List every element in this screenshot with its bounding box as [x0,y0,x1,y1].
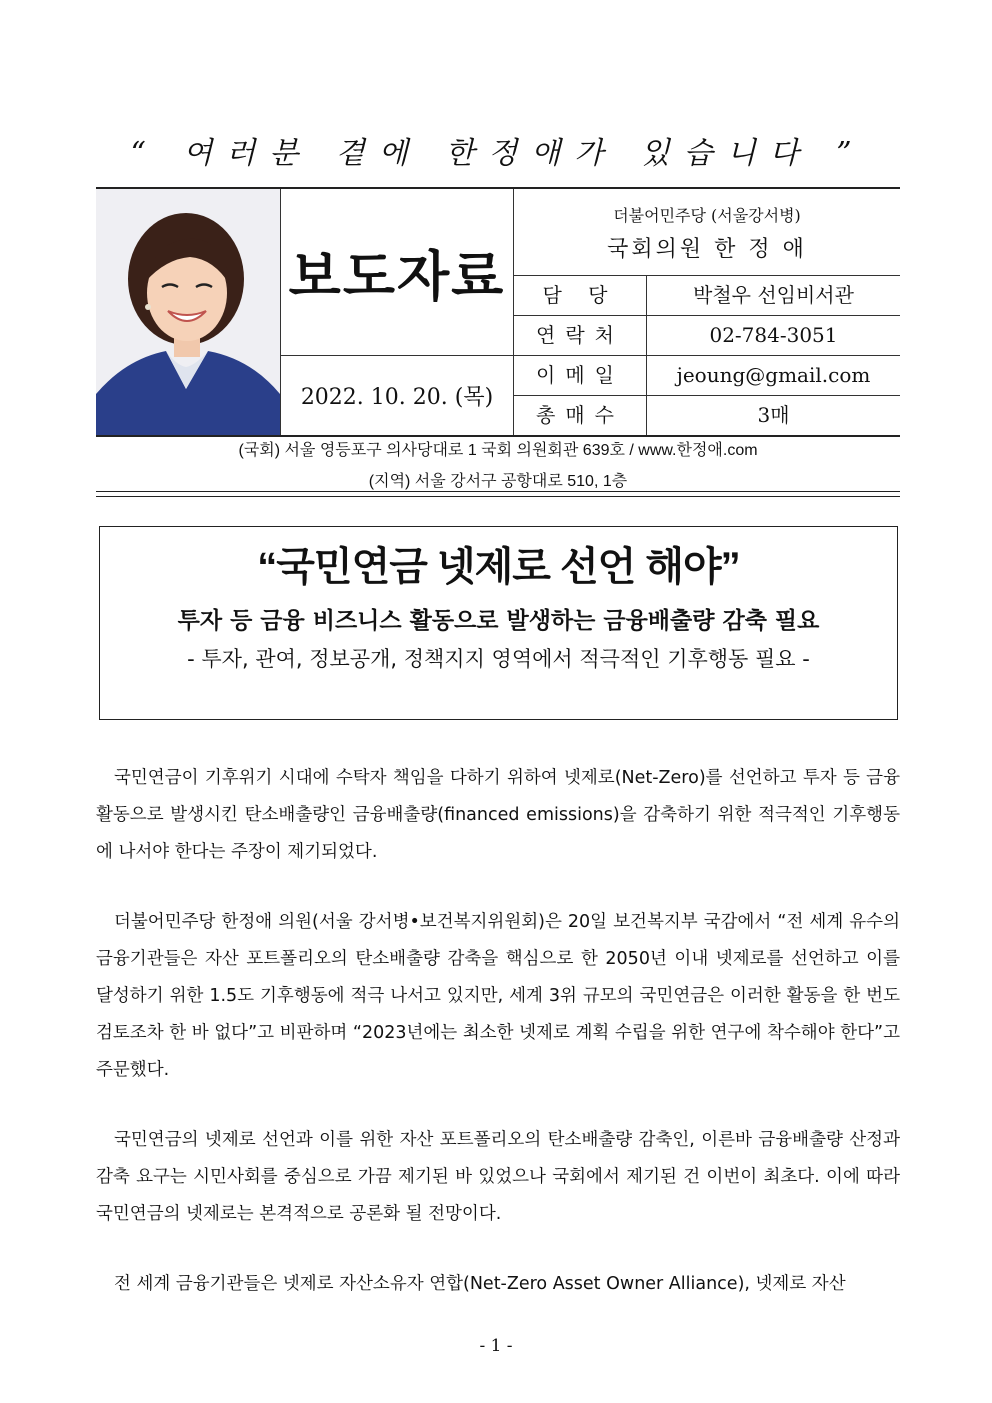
row-value[interactable]: jeoung@gmail.com [676,363,871,387]
portrait-illustration [96,189,280,435]
row-value: 박철우 선임비서관 [693,283,854,307]
slogan: “ 여러분 곁에 한정애가 있습니다 ” [130,136,866,171]
lawmaker-portrait [96,189,281,435]
contact-row-phone [514,316,900,356]
contact-row-pages [514,396,900,435]
headline-sub-subtitle: - 투자, 관여, 정보공개, 정책지지 영역에서 적극적인 기후행동 필요 - [187,647,810,671]
body-paragraph: 국민연금의 넷제로 선언과 이를 위한 자산 포트폴리오의 탄소배출량 감축인, 이른바 금융배출량 산정과 감축 요구는 시민사회를 중심으로 가끔 제기된 바 있었으나 국회에서 제기된 건 이번이 최초다. 이에 따라 국민연금의 넷제로는 본격적으로 공론화 될 전망이다. [96,1130,900,1224]
headline-box [99,526,898,720]
article-body [96,760,900,1336]
release-date: 2022. 10. 20. (목) [281,356,514,435]
row-label: 이메일 [514,356,647,395]
address-line-assembly: (국회) 서울 영등포구 의사당대로 1 국회 의원회관 639호 / www.한정애.com [238,442,758,459]
row-value: 02-784-3051 [709,323,838,347]
contact-row-manager [514,276,900,316]
row-value: 3매 [757,403,790,427]
divider [96,491,900,497]
member-info [514,189,900,276]
row-label: 연락처 [514,316,647,355]
body-paragraph: 전 세계 금융기관들은 넷제로 자산소유자 연합(Net-Zero Asset Owner Alliance), 넷제로 자산 [114,1274,846,1294]
headline-subtitle: 투자 등 금융 비즈니스 활동으로 발생하는 금융배출량 감축 필요 [177,608,820,634]
member-name: 국회의원 한 정 애 [607,237,807,262]
address-line-district: (지역) 서울 강서구 공항대로 510, 1층 [368,473,628,490]
doc-type-title: 보도자료 [288,244,506,308]
headline-title: “국민연금 넷제로 선언 해야” [257,545,740,589]
party-label: 더불어민주당 (서울강서병) [613,206,801,225]
row-label: 총매수 [514,396,647,435]
body-paragraph: 더불어민주당 한정애 의원(서울 강서병•보건복지위원회)은 20일 보건복지부 국감에서 “전 세계 유수의 금융기관들은 자산 포트폴리오의 탄소배출량 감축을 핵심으로 한 2050년 이내 넷제로를 선언하고 이를 달성하기 위한 1.5도 기후행동에 적극 나서고 있지만, 세계 3위 규모의 국민연금은 이러한 활동을 한 번도 검토조차 한 바 없다”고 비판하며 “2023년에는 최소한 넷제로 계획 수립을 위한 연구에 착수해야 한다”고 주문했다. [96,912,900,1080]
body-paragraph: 국민연금이 기후위기 시대에 수탁자 책임을 다하기 위하여 넷제로(Net-Zero)를 선언하고 투자 등 금융활동으로 발생시킨 탄소배출량인 금융배출량(financed emissions)을 감축하기 위한 적극적인 기후행동에 나서야 한다는 주장이 제기되었다. [96,768,900,862]
page-number: - 1 - [479,1336,513,1356]
contact-row-email [514,356,900,396]
row-label: 담 당 [514,276,647,315]
doc-type-cell [281,189,514,356]
press-release-header [96,187,900,437]
